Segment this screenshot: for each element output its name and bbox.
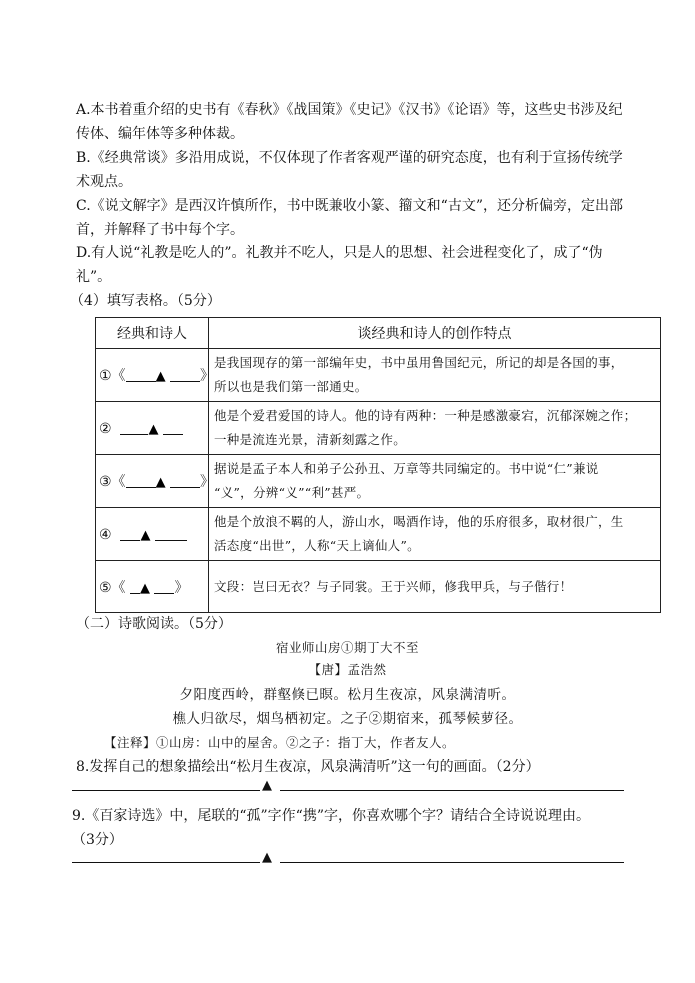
header-classics-poets: 经典和诗人: [96, 318, 209, 349]
option-d-line1: D.有人说“礼教是吃人的”。礼教并不吃人，只是人的思想、社会进程变化了，成了“伪: [76, 245, 603, 261]
feature-line: 是我国现存的第一部编年史，书中虽用鲁国纪元，所记的却是各国的事，: [214, 355, 624, 370]
close-bracket: 》: [174, 579, 189, 596]
answer-cell-2[interactable]: [96, 402, 209, 455]
answer-marker-icon: ▲: [262, 778, 272, 793]
fill-blank[interactable]: [126, 367, 156, 382]
question-9-line2: （3分）: [72, 832, 123, 848]
feature-line: 活态度“出世”，人称“天上谪仙人”。: [214, 538, 420, 553]
header-features: 谈经典和诗人的创作特点: [209, 318, 661, 349]
answer-marker-icon: ▲: [140, 580, 151, 596]
close-bracket: 》: [200, 368, 215, 384]
feature-line: 所以也是我们第一部通史。: [214, 379, 368, 394]
option-a-line1: A.本书着重介绍的史书有《春秋》《战国策》《史记》《汉书》《论语》等，这些史书涉及纪: [76, 102, 623, 118]
table-row: [96, 561, 661, 613]
fill-blank[interactable]: [170, 473, 200, 488]
feature-line: 文段：岂曰无衣？与子同裳。王于兴师，修我甲兵，与子偕行！: [214, 578, 573, 594]
row-number: ④: [99, 526, 112, 543]
fill-blank[interactable]: [170, 367, 200, 382]
option-c-line1: C.《说文解字》是西汉许慎所作，书中既兼收小篆、籀文和“古文”，还分析偏旁，定出部: [76, 198, 623, 214]
feature-cell: [209, 402, 661, 455]
feature-cell: [209, 561, 661, 613]
poetry-section-title: （二）诗歌阅读。（5分）: [76, 616, 232, 632]
feature-cell: [209, 349, 661, 402]
feature-line: 据说是孟子本人和弟子公孙丑、万章等共同编定的。书中说“仁”兼说: [214, 461, 599, 476]
feature-line: “义”，分辨“义”“利”甚严。: [214, 485, 370, 500]
feature-cell: [209, 508, 661, 561]
feature-line: 他是个放浪不羁的人，游山水，喝酒作诗，他的乐府很多，取材很广，生: [214, 514, 624, 529]
table-row: [96, 455, 661, 508]
fill-blank[interactable]: [120, 526, 140, 541]
row-number: ⑤《: [99, 579, 126, 596]
answer-cell-5[interactable]: [96, 561, 209, 613]
poem-author: 【唐】孟浩然: [308, 662, 387, 677]
fill-blank[interactable]: [130, 579, 140, 594]
q4-title: （4）填写表格。（5分）: [70, 293, 221, 309]
poem-title: 宿业师山房①期丁大不至: [275, 640, 419, 655]
poem-line-2: 樵人归欲尽，烟鸟栖初定。之子②期宿来，孤琴候萝径。: [172, 711, 523, 727]
close-bracket: 》: [200, 474, 215, 490]
fill-blank[interactable]: [154, 579, 174, 594]
answer-marker-icon: ▲: [148, 421, 159, 437]
row-number: ②: [99, 420, 112, 437]
classics-table: [95, 317, 661, 613]
fill-blank[interactable]: [163, 420, 183, 435]
table-row: [96, 349, 661, 402]
option-d-line2: 礼”。: [76, 269, 112, 285]
table-row: [96, 402, 661, 455]
feature-line: 一种是流连光景，清新刻露之作。: [214, 432, 407, 447]
fill-blank[interactable]: [120, 420, 148, 435]
answer-cell-4[interactable]: [96, 508, 209, 561]
question-8: 8.发挥自己的想象描绘出“松月生夜凉，风泉满清听”这一句的画面。（2分）: [76, 759, 540, 775]
question-9-line1: 9.《百家诗选》中，尾联的“孤”字作“携”字，你喜欢哪个字？请结合全诗说说理由。: [72, 808, 590, 824]
table-row: [96, 508, 661, 561]
answer-line-q9[interactable]: [72, 852, 624, 872]
fill-blank[interactable]: [155, 526, 187, 541]
row-number: ③《: [99, 474, 126, 490]
answer-marker-icon: ▲: [155, 475, 166, 490]
option-b-line1: B.《经典常谈》多沿用成说，不仅体现了作者客观严谨的研究态度，也有利于宣扬传统学: [76, 150, 623, 166]
poem-line-1: 夕阳度西岭，群壑倏已暝。松月生夜凉，风泉满清听。: [179, 687, 516, 703]
feature-cell: [209, 455, 661, 508]
answer-cell-3[interactable]: [96, 455, 215, 508]
feature-line: 他是个爱君爱国的诗人。他的诗有两种：一种是感激豪宕，沉郁深婉之作；: [214, 408, 637, 423]
option-c-line2: 首，并解释了书中每个字。: [76, 222, 244, 238]
answer-marker-icon: ▲: [140, 527, 151, 543]
answer-cell-1[interactable]: [96, 349, 215, 402]
answer-marker-icon: ▲: [262, 850, 272, 865]
row-number: ①《: [99, 368, 126, 384]
fill-blank[interactable]: [126, 473, 156, 488]
answer-line-q8[interactable]: [72, 780, 624, 800]
option-b-line2: 术观点。: [76, 174, 132, 190]
table-header-row: [96, 318, 661, 349]
option-a-line2: 传体、编年体等多种体裁。: [76, 126, 244, 142]
answer-marker-icon: ▲: [155, 369, 166, 384]
poem-notes: 【注释】①山房：山中的屋舍。②之子：指丁大，作者友人。: [104, 735, 456, 750]
